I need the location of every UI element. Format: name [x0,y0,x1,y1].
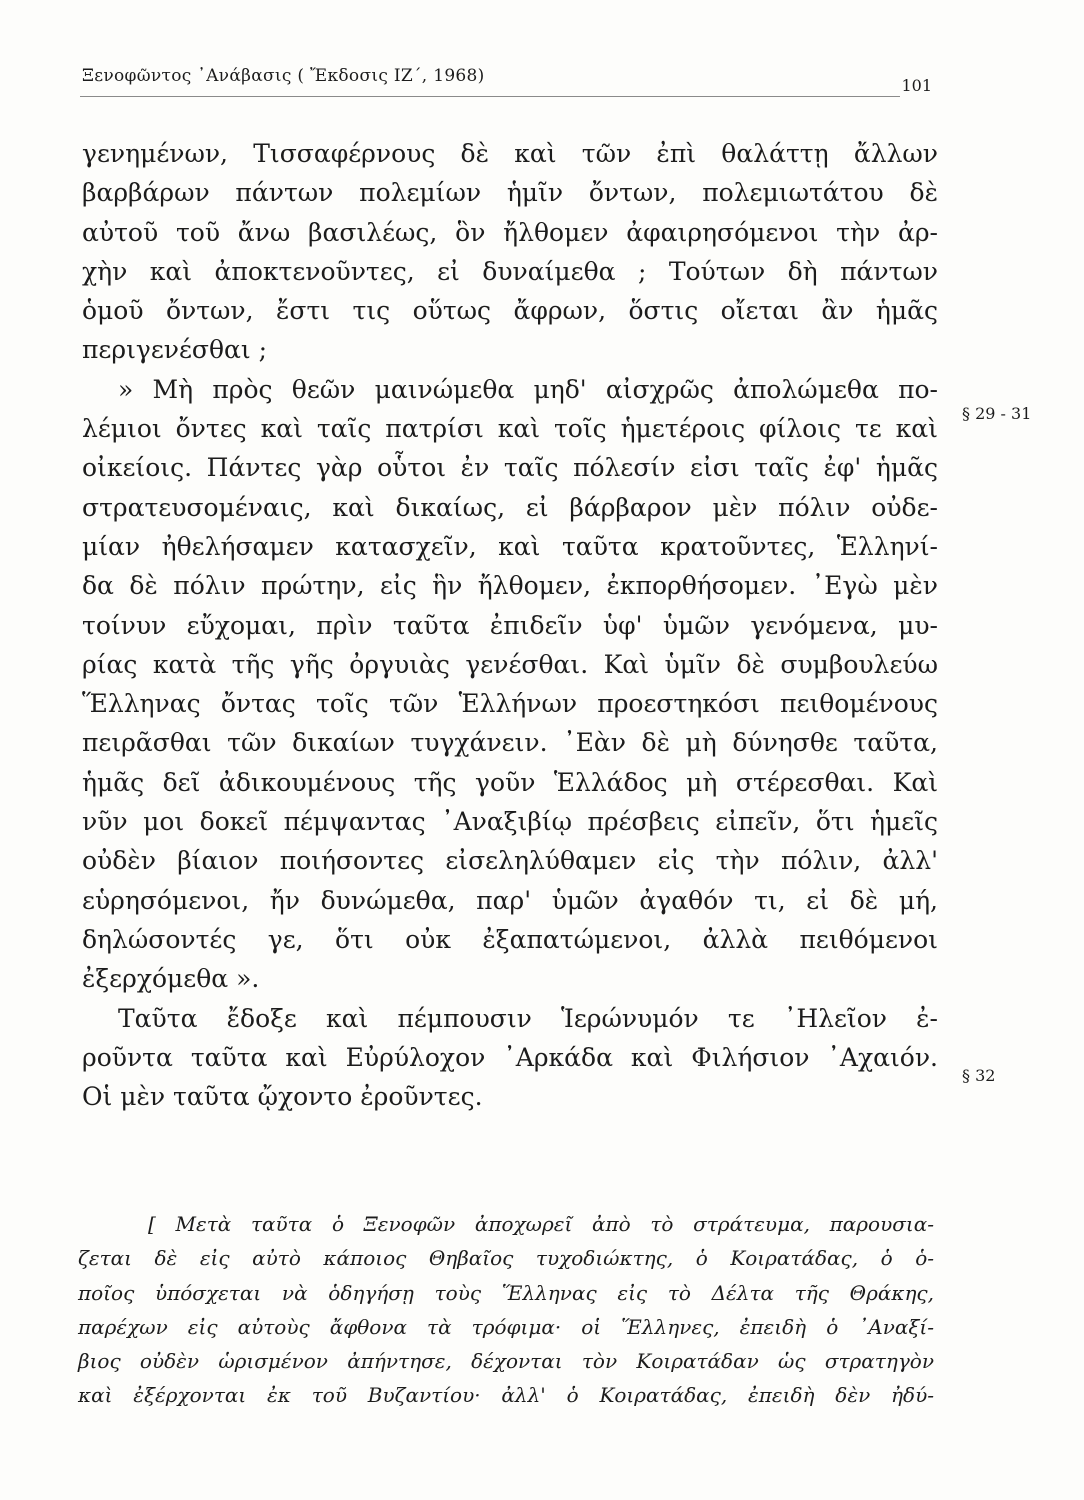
running-title: Ξενοφῶντος ᾿Ανάβασις ( Ἔκδοσις ΙΖ΄, 1968) [82,66,485,86]
text-line: περιγενέσθαι ; [82,335,268,365]
text-line: οἰκείοις. Πάντες γὰρ οὗτοι ἐν ταῖς πόλεσίν εἰσι ταῖς ἐφ' ἡμᾶς [82,453,938,483]
text-line: Ἕλληνας ὄντας τοῖς τῶν Ἑλλήνων προεστηκόσι πειθομένους [82,689,938,719]
text-line: μίαν ἠθελήσαμεν κατασχεῖν, καὶ ταῦτα κρατοῦντες, Ἑλληνί- [82,531,938,561]
margin-note-section: § 29 - 31 [962,404,1032,423]
text-line: ὁμοῦ ὄντων, ἔστι τις οὕτως ἄφρων, ὅστις οἴεται ἂν ἡμᾶς [82,296,938,326]
text-line: λέμιοι ὄντες καὶ ταῖς πατρίσι καὶ τοῖς ἡμετέροις φίλοις τε καὶ [82,414,938,444]
summary-line: παρέχων εἰς αὐτοὺς ἄφθονα τὰ τρόφιμα· οἱ Ἕλληνες, ἐπειδὴ ὁ ᾿Αναξί- [78,1314,934,1339]
text-line: Ταῦτα ἔδοξε καὶ πέμπουσιν Ἱερώνυμόν τε ᾿Ηλεῖον ἐ- [118,1003,938,1033]
text-line: δα δὲ πόλιν πρώτην, εἰς ἣν ἤλθομεν, ἐκπορθήσομεν. ᾿Εγὼ μὲν [82,571,938,601]
text-line: ροῦντα ταῦτα καὶ Εὐρύλοχον ᾿Αρκάδα καὶ Φιλήσιον ᾿Αχαιόν. [82,1042,938,1072]
text-line: δηλώσοντές γε, ὅτι οὐκ ἐξαπατώμενοι, ἀλλὰ πειθόμενοι [82,924,938,954]
text-line: πειρᾶσθαι τῶν δικαίων τυγχάνειν. ᾿Εὰν δὲ μὴ δύνησθε ταῦτα, [82,728,938,758]
page-header [82,62,932,96]
text-line: τοίνυν εὔχομαι, πρὶν ταῦτα ἐπιδεῖν ὑφ' ὑμῶν γενόμενα, μυ- [82,610,938,640]
summary-line: ζεται δὲ εἰς αὐτὸ κάποιος Θηβαῖος τυχοδιώκτης, ὁ Κοιρατάδας, ὁ ὁ- [78,1246,934,1271]
text-line: βαρβάρων πάντων πολεμίων ἡμῖν ὄντων, πολεμιωτάτου δὲ [82,178,938,208]
text-line: ρίας κατὰ τῆς γῆς ὀργυιὰς γενέσθαι. Καὶ ὑμῖν δὲ συμβουλεύω [82,649,938,679]
text-line: χὴν καὶ ἀποκτενοῦντες, εἰ δυναίμεθα ; Τούτων δὴ πάντων [82,256,938,286]
text-line: Οἱ μὲν ταῦτα ᾤχοντο ἐροῦντες. [82,1082,483,1112]
text-line: οὐδὲν βίαιον ποιήσοντες εἰσεληλύθαμεν εἰς τὴν πόλιν, ἀλλ' [82,846,938,876]
text-line: νῦν μοι δοκεῖ πέμψαντας ᾿Αναξιβίῳ πρέσβεις εἰπεῖν, ὅτι ἡμεῖς [82,807,938,837]
text-line: ἐξερχόμεθα ». [82,964,260,994]
margin-note-section: § 32 [962,1066,996,1085]
main-text [82,134,938,1116]
text-line: εὑρησόμενοι, ἤν δυνώμεθα, παρ' ὑμῶν ἀγαθόν τι, εἰ δὲ μή, [82,885,938,915]
page-number: 101 [901,76,932,95]
header-rule [80,96,900,97]
text-line: στρατευσομέναις, καὶ δικαίως, εἰ βάρβαρον μὲν πόλιν οὐδε- [82,492,938,522]
summary-line: [ Μετὰ ταῦτα ὁ Ξενοφῶν ἀποχωρεῖ ἀπὸ τὸ στράτευμα, παρουσια- [148,1212,934,1236]
summary-note [78,1207,934,1413]
summary-line: βιος οὐδὲν ὡρισμένον ἀπήντησε, δέχονται τὸν Κοιρατάδαν ὡς στρατηγὸν [78,1349,934,1374]
text-line: γενημένων, Τισσαφέρνους δὲ καὶ τῶν ἐπὶ θαλάττῃ ἄλλων [82,139,938,168]
text-line: ἡμᾶς δεῖ ἀδικουμένους τῆς γοῦν Ἑλλάδος μὴ στέρεσθαι. Καὶ [82,767,938,797]
summary-line: ποῖος ὑπόσχεται νὰ ὁδηγήσῃ τοὺς Ἕλληνας εἰς τὸ Δέλτα τῆς Θράκης, [78,1280,934,1305]
text-line: » Μὴ πρὸς θεῶν μαινώμεθα μηδ' αἰσχρῶς ἀπολώμεθα πο- [118,374,938,404]
text-line: αὐτοῦ τοῦ ἄνω βασιλέως, ὃν ἤλθομεν ἀφαιρησόμενοι τὴν ἀρ- [82,217,938,247]
summary-line: καὶ ἐξέρχονται ἐκ τοῦ Βυζαντίου· ἀλλ' ὁ Κοιρατάδας, ἐπειδὴ δὲν ἠδύ- [78,1383,934,1408]
